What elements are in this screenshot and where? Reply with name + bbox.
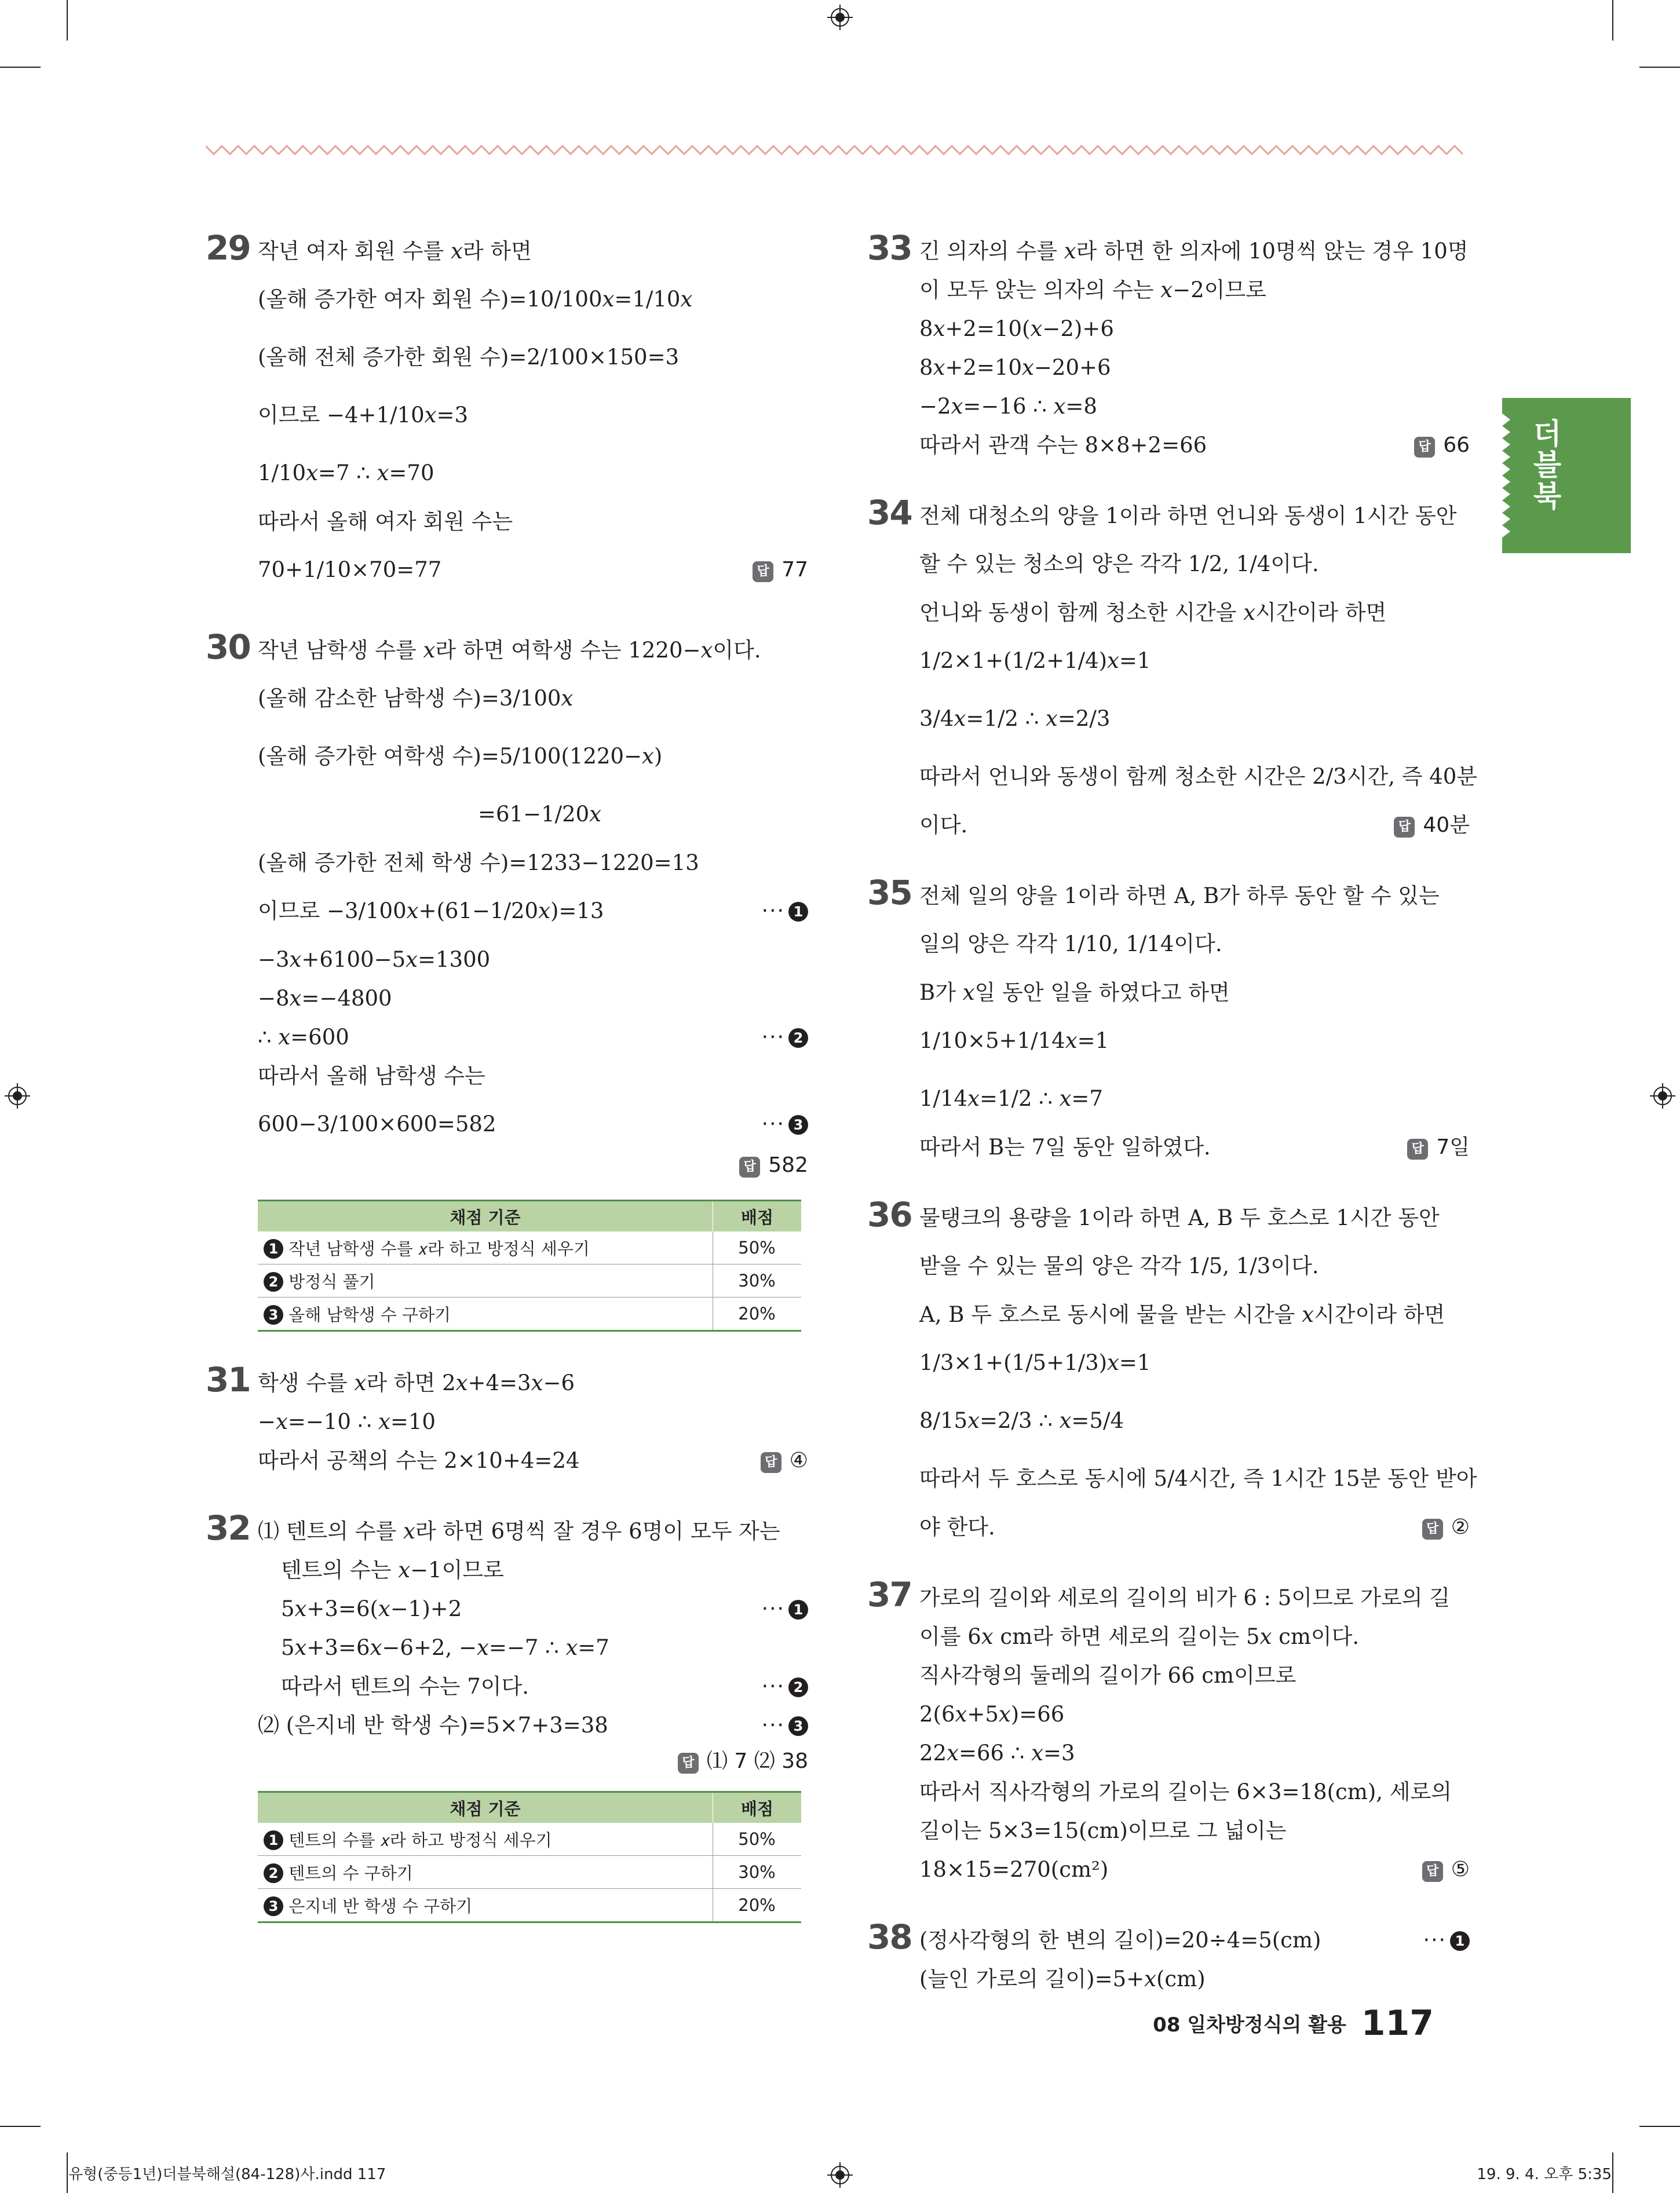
step-marker: 3 xyxy=(788,1115,808,1135)
answer-icon: 답 xyxy=(753,561,773,582)
trim-mark xyxy=(1612,0,1613,41)
registration-mark-icon xyxy=(827,5,853,30)
solution-line: 이 모두 앉는 의자의 수는 𝑥−2이므로 xyxy=(919,277,1266,302)
solution-line: 언니와 동생이 함께 청소한 시간을 𝑥시간이라 하면 xyxy=(919,600,1387,625)
answer-value: ⑤ xyxy=(1451,1858,1470,1881)
solution-line: (올해 증가한 여학생 수)=5/100(1220−𝑥) xyxy=(258,744,663,769)
grading-marker: ··· 2 xyxy=(762,1667,808,1706)
grading-marker: ··· 3 xyxy=(762,1706,808,1745)
left-column xyxy=(206,228,808,1955)
solution-line: (올해 감소한 남학생 수)=3/100𝑥 xyxy=(258,686,574,711)
solution-line: 1/10𝑥=7 ∴ 𝑥=70 xyxy=(258,460,434,485)
step-marker: 2 xyxy=(788,1028,808,1048)
grading-table xyxy=(258,1200,801,1332)
problem-34 xyxy=(867,493,1478,845)
slug-time: 19. 9. 4. 오후 5:35 xyxy=(1477,2166,1612,2183)
solution-line: 따라서 올해 여자 회원 수는 xyxy=(258,509,513,534)
answer-value: 66 xyxy=(1443,433,1470,457)
criteria: 올해 남학생 수 구하기 xyxy=(288,1304,451,1325)
problem-number: 33 xyxy=(867,228,912,268)
solution-line xyxy=(258,1018,808,1057)
solution-line: 가로의 길이와 세로의 길이의 비가 6 : 5이므로 가로의 길 xyxy=(919,1585,1450,1610)
criteria: 방정식 풀기 xyxy=(288,1271,375,1292)
problem-number: 36 xyxy=(867,1195,912,1234)
grading-table xyxy=(258,1791,801,1923)
criteria: 텐트의 수 구하기 xyxy=(288,1863,413,1883)
problem-number: 29 xyxy=(206,228,250,268)
solution-line xyxy=(258,1095,808,1153)
answer-icon: 답 xyxy=(1422,1861,1443,1882)
table-row xyxy=(258,1856,801,1889)
step-marker: 2 xyxy=(788,1677,808,1697)
answer-line xyxy=(258,1153,808,1194)
grading-marker: ··· 2 xyxy=(762,1018,808,1057)
answer-icon: 답 xyxy=(1422,1519,1443,1540)
table-row xyxy=(258,1889,801,1922)
solution-line: ⑴ 텐트의 수를 𝑥라 하면 6명씩 잘 경우 6명이 모두 자는 xyxy=(258,1519,780,1544)
solution-line: (늘인 가로의 길이)=5+𝑥(cm) xyxy=(919,1967,1206,1991)
problem-32 xyxy=(206,1508,808,1923)
solution-line: 8𝑥+2=10𝑥−20+6 xyxy=(919,355,1111,380)
solution-line xyxy=(258,1589,808,1628)
solution-line: 3/4𝑥=1/2 ∴ 𝑥=2/3 xyxy=(919,706,1111,731)
solution-line: 따라서 직사각형의 가로의 길이는 6×3=18(cm), 세로의 xyxy=(919,1779,1452,1804)
solution-line xyxy=(919,1850,1470,1889)
answer xyxy=(678,1745,808,1774)
answer-value: ② xyxy=(1451,1515,1470,1539)
section-tab xyxy=(1502,398,1631,553)
points: 50% xyxy=(713,1823,802,1856)
solution-line xyxy=(919,426,1470,465)
solution-line: 8/15𝑥=2/3 ∴ 𝑥=5/4 xyxy=(919,1408,1124,1433)
solution-text: 5𝑥+3=6(𝑥−1)+2 xyxy=(281,1596,462,1621)
solution-text: 18×15=270(cm²) xyxy=(919,1857,1109,1882)
answer-value: 582 xyxy=(768,1153,808,1177)
solution-line: 일의 양은 각각 1/10, 1/14이다. xyxy=(919,931,1222,956)
answer-value: 40분 xyxy=(1423,813,1470,837)
solution-text: 600−3/100×600=582 xyxy=(258,1112,496,1136)
problem-36 xyxy=(867,1195,1477,1547)
solution-line: (올해 증가한 여자 회원 수)=10/100𝑥=1/10𝑥 xyxy=(258,287,693,312)
right-column xyxy=(867,228,1478,2030)
solution-line: 1/2×1+(1/2+1/4)𝑥=1 xyxy=(919,648,1151,673)
trim-mark xyxy=(67,0,68,41)
trim-mark xyxy=(0,67,41,68)
trim-mark xyxy=(0,2126,41,2127)
solution-line: B가 𝑥일 동안 일을 하였다고 하면 xyxy=(919,980,1230,1005)
answer-value: 77 xyxy=(781,558,808,582)
answer xyxy=(761,1441,808,1480)
problem-35 xyxy=(867,873,1470,1167)
solution-line: 1/10×5+1/14𝑥=1 xyxy=(919,1028,1109,1053)
step-marker: 2 xyxy=(264,1272,283,1292)
solution-line: 5𝑥+3=6𝑥−6+2, −𝑥=−7 ∴ 𝑥=7 xyxy=(281,1635,609,1660)
points: 30% xyxy=(713,1264,802,1297)
step-marker: 1 xyxy=(264,1239,283,1259)
solution-line: 이므로 −4+1/10𝑥=3 xyxy=(258,403,469,427)
solution-line: (올해 증가한 전체 학생 수)=1233−1220=13 xyxy=(258,850,699,875)
grading-header-criteria: 채점 기준 xyxy=(258,1792,713,1823)
points: 50% xyxy=(713,1231,802,1264)
solution-line: 2(6𝑥+5𝑥)=66 xyxy=(919,1702,1065,1727)
problem-37 xyxy=(867,1575,1470,1889)
solution-line: 전체 일의 양을 1이라 하면 A, B가 하루 동안 할 수 있는 xyxy=(919,883,1440,908)
solution-line: 직사각형의 둘레의 길이가 66 cm이므로 xyxy=(919,1663,1296,1688)
solution-text: ∴ 𝑥=600 xyxy=(258,1025,349,1050)
solution-line xyxy=(919,1128,1470,1167)
answer-icon: 답 xyxy=(739,1157,760,1178)
grading-marker: ··· 1 xyxy=(762,882,808,940)
solution-line: 1/14𝑥=1/2 ∴ 𝑥=7 xyxy=(919,1086,1103,1111)
step-marker: 1 xyxy=(788,902,808,922)
answer xyxy=(1394,806,1470,845)
problem-number: 34 xyxy=(867,493,912,532)
grading-header-points: 배점 xyxy=(713,1201,802,1232)
criteria: 텐트의 수를 𝑥라 하고 방정식 세우기 xyxy=(288,1830,552,1850)
solution-line: 받을 수 있는 물의 양은 각각 1/5, 1/3이다. xyxy=(919,1253,1319,1278)
criteria: 작년 남학생 수를 𝑥라 하고 방정식 세우기 xyxy=(288,1238,590,1259)
solution-line: 할 수 있는 청소의 양은 각각 1/2, 1/4이다. xyxy=(919,551,1319,576)
solution-line: 작년 남학생 수를 𝑥라 하면 여학생 수는 1220−𝑥이다. xyxy=(258,638,761,663)
solution-line: 따라서 두 호스로 동시에 5/4시간, 즉 1시간 15분 동안 받아 xyxy=(919,1466,1477,1491)
problem-30 xyxy=(206,627,808,1332)
solution-text: 이므로 −3/100𝑥+(61−1/20𝑥)=13 xyxy=(258,898,604,923)
solution-line: 따라서 올해 남학생 수는 xyxy=(258,1063,485,1088)
solution-line: −8𝑥=−4800 xyxy=(258,986,392,1011)
solution-line: 긴 의자의 수를 𝑥라 하면 한 의자에 10명씩 앉는 경우 10명 xyxy=(919,239,1469,264)
grading-marker: ··· 1 xyxy=(1423,1921,1470,1960)
solution-line: 텐트의 수는 𝑥−1이므로 xyxy=(281,1558,504,1582)
grading-header-criteria: 채점 기준 xyxy=(258,1201,713,1232)
solution-line: (올해 전체 증가한 회원 수)=2/100×150=3 xyxy=(258,345,680,370)
answer xyxy=(1422,1508,1470,1547)
solution-line: 물탱크의 용량을 1이라 하면 A, B 두 호스로 1시간 동안 xyxy=(919,1205,1440,1230)
solution-text: 따라서 텐트의 수는 7이다. xyxy=(281,1674,529,1699)
answer-line xyxy=(258,1745,808,1785)
solution-line: 학생 수를 𝑥라 하면 2𝑥+4=3𝑥−6 xyxy=(258,1370,575,1395)
problem-number: 32 xyxy=(206,1508,250,1548)
points: 20% xyxy=(713,1889,802,1922)
problem-29 xyxy=(206,228,808,599)
solution-line: 22𝑥=66 ∴ 𝑥=3 xyxy=(919,1741,1075,1766)
trim-mark xyxy=(1639,67,1680,68)
registration-mark-icon xyxy=(827,2162,853,2188)
solution-text: 이다. xyxy=(919,813,968,838)
solution-line xyxy=(258,1667,808,1706)
solution-text: 야 한다. xyxy=(919,1515,995,1540)
grading-marker: ··· 1 xyxy=(762,1589,808,1628)
registration-mark-icon xyxy=(1650,1083,1675,1109)
answer-value: ④ xyxy=(789,1449,808,1472)
trim-mark xyxy=(67,2152,68,2193)
solution-line xyxy=(258,1706,808,1745)
trim-mark xyxy=(1639,2126,1680,2127)
problem-number: 35 xyxy=(867,873,912,912)
table-row xyxy=(258,1231,801,1264)
solution-text: ⑵ (은지네 반 학생 수)=5×7+3=38 xyxy=(258,1713,608,1738)
step-marker: 3 xyxy=(788,1716,808,1736)
step-marker: 1 xyxy=(788,1600,808,1620)
answer-value: ⑴ 7 ⑵ 38 xyxy=(706,1749,808,1773)
grading-header-points: 배점 xyxy=(713,1792,802,1823)
solution-line xyxy=(919,1508,1470,1547)
answer-value: 7일 xyxy=(1436,1135,1470,1159)
solution-text: (정사각형의 한 변의 길이)=20÷4=5(cm) xyxy=(919,1928,1321,1953)
problem-33 xyxy=(867,228,1470,465)
table-row xyxy=(258,1823,801,1856)
solution-line xyxy=(258,541,808,599)
answer-icon: 답 xyxy=(761,1452,781,1473)
step-marker: 1 xyxy=(264,1830,283,1850)
solution-text: 따라서 B는 7일 동안 일하였다. xyxy=(919,1135,1211,1160)
solution-line: −3𝑥+6100−5𝑥=1300 xyxy=(258,947,491,972)
answer-icon: 답 xyxy=(678,1753,699,1774)
solution-line xyxy=(258,1441,808,1480)
problem-number: 37 xyxy=(867,1575,912,1614)
answer xyxy=(1414,426,1470,465)
answer-icon: 답 xyxy=(1407,1139,1428,1160)
solution-line xyxy=(919,1921,1470,1960)
step-marker: 3 xyxy=(264,1305,283,1325)
table-row xyxy=(258,1297,801,1331)
solution-line: −2𝑥=−16 ∴ 𝑥=8 xyxy=(919,394,1097,419)
chapter-title: 08 일차방정식의 활용 xyxy=(1153,2013,1346,2037)
page-number: 117 xyxy=(1361,2003,1434,2044)
solution-line: 길이는 5×3=15(cm)이므로 그 넓이는 xyxy=(919,1818,1287,1843)
solution-text: 따라서 관객 수는 8×8+2=66 xyxy=(919,433,1207,458)
problem-number: 38 xyxy=(867,1917,912,1957)
solution-line xyxy=(258,882,808,940)
registration-mark-icon xyxy=(5,1083,30,1109)
trim-mark xyxy=(1612,2152,1613,2193)
solution-line: 이를 6𝑥 cm라 하면 세로의 길이는 5𝑥 cm이다. xyxy=(919,1624,1360,1649)
solution-line: A, B 두 호스로 동시에 물을 받는 시간을 𝑥시간이라 하면 xyxy=(919,1302,1445,1327)
solution-text: 70+1/10×70=77 xyxy=(258,557,442,582)
answer xyxy=(753,541,808,599)
solution-line: 1/3×1+(1/5+1/3)𝑥=1 xyxy=(919,1350,1151,1375)
criteria: 은지네 반 학생 수 구하기 xyxy=(288,1896,473,1916)
grading-marker: ··· 3 xyxy=(762,1095,808,1153)
step-marker: 2 xyxy=(264,1863,283,1883)
solution-line: −𝑥=−10 ∴ 𝑥=10 xyxy=(258,1409,436,1434)
points: 30% xyxy=(713,1856,802,1889)
zigzag-header-rule xyxy=(206,139,1470,162)
answer-icon: 답 xyxy=(1394,817,1415,838)
problem-number: 30 xyxy=(206,627,250,667)
problem-38 xyxy=(867,1917,1470,1998)
answer xyxy=(1422,1850,1470,1889)
answer-icon: 답 xyxy=(1414,437,1435,458)
section-tab-label xyxy=(1527,418,1562,520)
slug-file: 유형(중등1년)더블북해설(84-128)사.indd 117 xyxy=(68,2166,386,2183)
points: 20% xyxy=(713,1297,802,1331)
answer xyxy=(739,1153,808,1178)
solution-line: 8𝑥+2=10(𝑥−2)+6 xyxy=(919,316,1114,341)
footer-chapter xyxy=(1153,2003,1434,2044)
solution-line: =61−1/20𝑥 xyxy=(478,802,602,827)
section-tab-text: 더블북 xyxy=(1528,418,1562,512)
solution-line: 작년 여자 회원 수를 𝑥라 하면 xyxy=(258,239,532,264)
solution-line: 전체 대청소의 양을 1이라 하면 언니와 동생이 1시간 동안 xyxy=(919,503,1457,528)
table-row xyxy=(258,1264,801,1297)
solution-line xyxy=(919,806,1470,845)
solution-line: 따라서 언니와 동생이 함께 청소한 시간은 2/3시간, 즉 40분 xyxy=(919,764,1478,789)
step-marker: 3 xyxy=(264,1896,283,1916)
answer xyxy=(1407,1128,1470,1167)
solution-text: 따라서 공책의 수는 2×10+4=24 xyxy=(258,1448,580,1473)
problem-number: 31 xyxy=(206,1360,250,1399)
problem-31 xyxy=(206,1360,808,1480)
step-marker: 1 xyxy=(1450,1931,1470,1951)
